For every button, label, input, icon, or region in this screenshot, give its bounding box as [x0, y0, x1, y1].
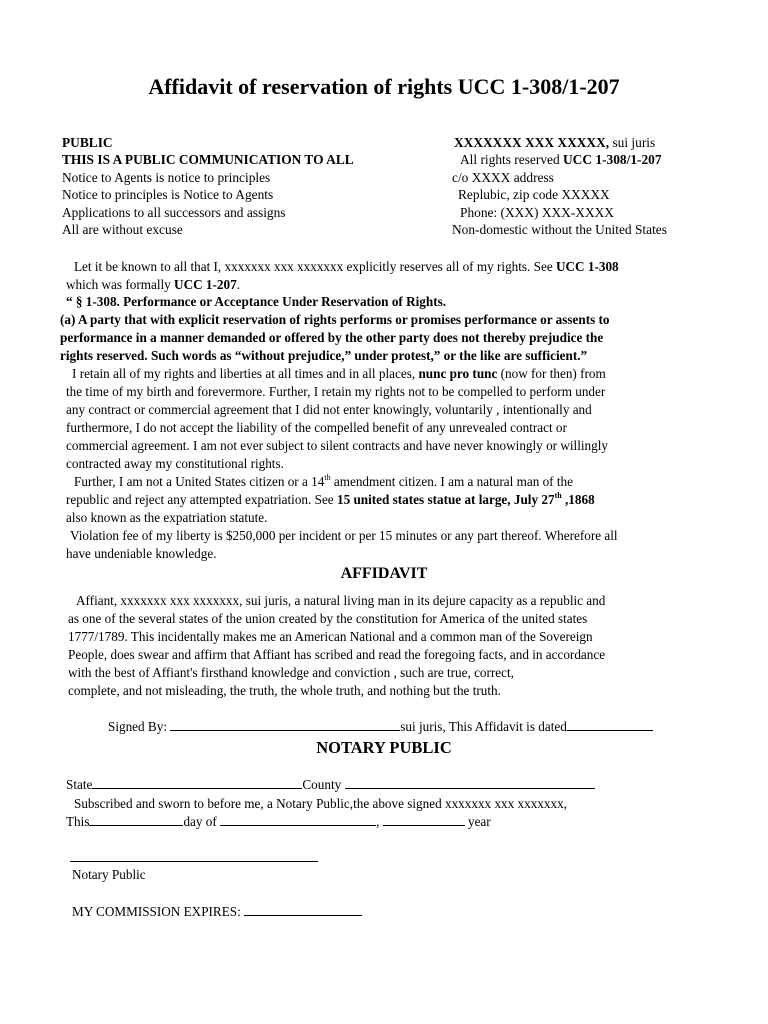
notary-signature-line[interactable] — [70, 861, 318, 862]
para3-year: ,1868 — [561, 492, 595, 507]
commission-line — [72, 903, 362, 921]
para1-text2: which was formally — [66, 277, 175, 292]
header-notice-principles: Notice to principles is Notice to Agents — [62, 187, 274, 203]
signed-by-label: Signed By: — [108, 719, 171, 734]
header-applications: Applications to all successors and assigns — [62, 204, 286, 220]
header-name: XXXXXXX XXX XXXXX, — [454, 135, 610, 150]
para3-sup-th: th — [324, 473, 331, 482]
affidavit-line6: complete, and not misleading, the truth, the whole truth, and nothing but the truth. — [68, 683, 501, 698]
para1-period: . — [236, 277, 240, 292]
this-label: This — [66, 814, 90, 829]
para1-ucc-1308: UCC 1-308 — [556, 259, 619, 274]
affidavit-line3: 1777/1789. This incidentally makes me an American National and a common man of the Sovereign — [68, 629, 593, 644]
para1-line1 — [74, 258, 619, 276]
header-phone: Phone: (XXX) XXX-XXXX — [460, 204, 614, 220]
signed-by-line — [108, 718, 653, 736]
header-rights-line — [452, 151, 667, 168]
para2-line3: any contract or commercial agreement that I did not enter knowingly, voluntarily , intentionally and — [66, 402, 592, 417]
para2-nunc-pro-tunc: nunc pro tunc — [418, 366, 498, 381]
header-right-block — [452, 134, 667, 238]
affidavit-line2: as one of the several states of the union created by the constitution for America of the united states — [68, 611, 588, 626]
year-label: year — [464, 814, 491, 829]
county-label: County — [302, 777, 345, 792]
para4-line2: have undeniable knowledge. — [66, 546, 217, 561]
header-address: c/o XXXX address — [452, 169, 554, 185]
para2-line5: commercial agreement. I am not ever subject to silent contracts and have never knowingly or willingly — [66, 438, 608, 453]
para2-line6: contracted away my constitutional rights. — [66, 456, 284, 471]
header-public-communication: THIS IS A PUBLIC COMMUNICATION TO ALL — [62, 152, 354, 168]
document-title: Affidavit of reservation of rights UCC 1-308/1-207 — [148, 74, 620, 99]
year-blank[interactable] — [383, 813, 465, 826]
para2-line4: furthermore, I do not accept the liability of the compelled benefit of any unrevealed contract or — [66, 420, 567, 435]
day-blank[interactable] — [89, 813, 183, 826]
header-public: PUBLIC — [62, 135, 113, 150]
comma: , — [376, 814, 383, 829]
header-rights-reserved: All rights reserved — [460, 152, 564, 168]
header-name-line — [452, 134, 667, 151]
sworn-line: Subscribed and sworn to before me, a Notary Public,the above signed xxxxxxx xxx xxxxxxx, — [74, 796, 567, 811]
para2-text: I retain all of my rights and liberties at all times and in all places, — [72, 366, 419, 381]
para3-statute: 15 united states statue at large, July 27 — [336, 492, 555, 507]
commission-blank[interactable] — [244, 903, 362, 916]
para2-line1 — [72, 365, 606, 383]
quote-line4: rights reserved. Such words as “without prejudice,” under protest,” or the like are sufficient.” — [60, 348, 588, 363]
this-day-line — [66, 813, 491, 831]
affidavit-line5: with the best of Affiant's firsthand knowledge and conviction , such are true, correct, — [68, 665, 514, 680]
header-without-excuse: All are without excuse — [62, 222, 183, 238]
para3-text-b: amendment citizen. I am a natural man of the — [330, 474, 573, 489]
para3-text2: republic and reject any attempted expatriation. See — [66, 492, 337, 507]
header-zip: Replubic, zip code XXXXX — [458, 187, 610, 203]
state-label: State — [66, 777, 93, 792]
signature-blank[interactable] — [170, 718, 400, 731]
para3-text: Further, I am not a United States citizen or a 14 — [74, 474, 325, 489]
dated-label: sui juris, This Affidavit is dated — [400, 719, 567, 734]
header-left-block — [62, 134, 354, 238]
para4-line1: Violation fee of my liberty is $250,000 per incident or per 15 minutes or any part thereof. Wherefore all — [70, 528, 618, 543]
header-notice-agents: Notice to Agents is notice to principles — [62, 169, 271, 185]
state-blank[interactable] — [92, 776, 302, 789]
quote-line2: (a) A party that with explicit reservation of rights performs or promises performance or assents to — [60, 312, 610, 327]
para3-line2 — [66, 491, 595, 509]
month-blank[interactable] — [220, 813, 376, 826]
affidavit-line4: People, does swear and affirm that Affiant has scribed and read the foregoing facts, and in accordance — [68, 647, 606, 662]
para1-line2 — [66, 276, 240, 294]
para3-line1 — [74, 473, 573, 491]
para1-ucc-1207: UCC 1-207 — [174, 277, 237, 292]
notary-public-label: Notary Public — [72, 867, 146, 882]
header-ucc: UCC 1-308/1-207 — [563, 152, 662, 168]
county-blank[interactable] — [345, 776, 595, 789]
para3-line3: also known as the expatriation statute. — [66, 510, 268, 525]
para3-sup-th2: th — [554, 491, 562, 500]
notary-heading: NOTARY PUBLIC — [316, 738, 452, 757]
day-of-label: day of — [183, 814, 221, 829]
quote-line3: performance in a manner demanded or offered by the other party does not thereby prejudice the — [60, 330, 604, 345]
header-sui-juris: sui juris — [609, 135, 656, 150]
para2-text-b: (now for then) from — [497, 366, 606, 381]
affidavit-heading: AFFIDAVIT — [340, 565, 428, 582]
state-county-line — [66, 776, 595, 794]
para1-text: Let it be known to all that I, xxxxxxx xxx xxxxxxx explicitly reserves all of my rights. See — [74, 259, 556, 274]
commission-expires-label: MY COMMISSION EXPIRES: — [72, 904, 245, 919]
quote-line1: “ § 1-308. Performance or Acceptance Under Reservation of Rights. — [66, 294, 447, 309]
header-non-domestic: Non-domestic without the United States — [452, 222, 667, 238]
date-blank[interactable] — [567, 718, 653, 731]
para2-line2: the time of my birth and forevermore. Further, I retain my rights not to be compelled to perform under — [66, 384, 606, 399]
affidavit-line1: Affiant, xxxxxxx xxx xxxxxxx, sui juris, a natural living man in its dejure capacity as a republic and — [76, 593, 606, 608]
